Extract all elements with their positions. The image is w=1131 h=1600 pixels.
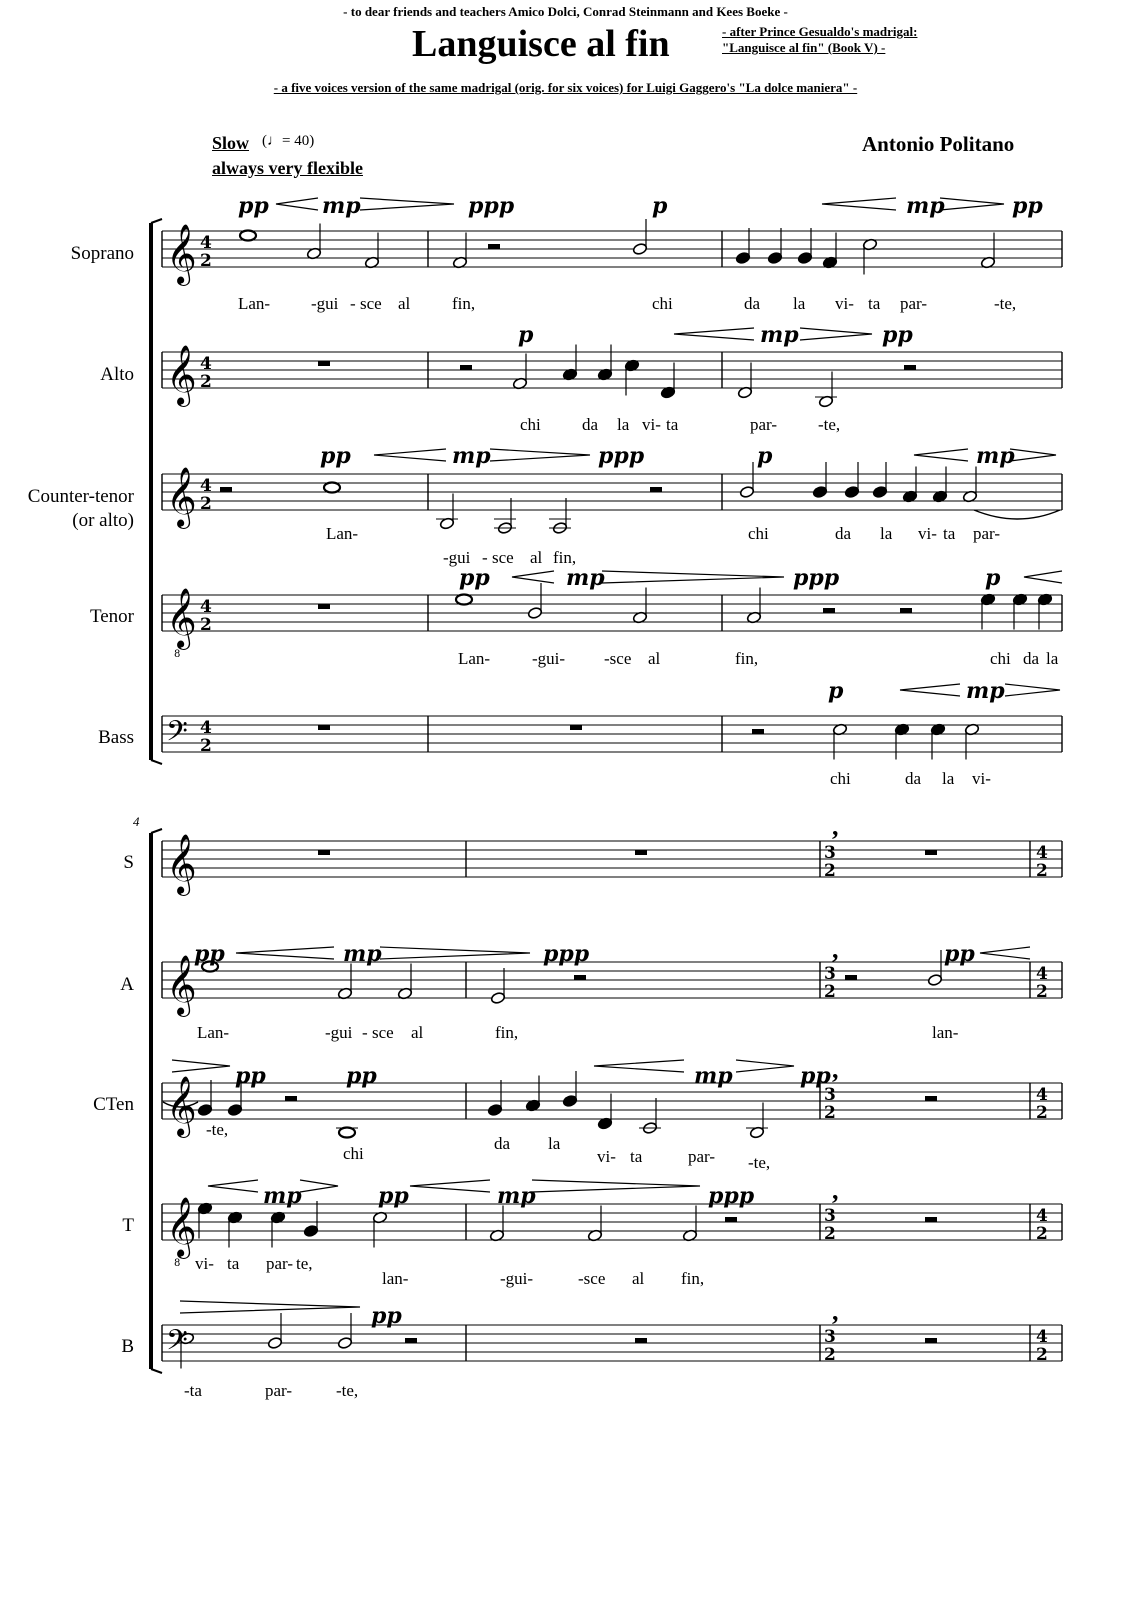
lyric: -gui bbox=[325, 1023, 353, 1042]
half-note bbox=[527, 607, 542, 620]
dyn-a-pp: pp bbox=[882, 322, 913, 348]
dyn-t-mp: mp bbox=[566, 565, 605, 591]
lyric: la bbox=[617, 415, 630, 434]
dyn-s-mp: mp bbox=[322, 193, 361, 219]
time-signature: 4 bbox=[1036, 1085, 1048, 1105]
lyric: lan- bbox=[382, 1269, 409, 1288]
breath-mark: , bbox=[832, 1055, 839, 1084]
time-signature: 2 bbox=[824, 982, 836, 1002]
crescendo-hairpin bbox=[374, 449, 446, 461]
lyric: al bbox=[632, 1269, 645, 1288]
half-note bbox=[490, 992, 505, 1005]
lyric: la bbox=[548, 1134, 561, 1153]
diminuendo-hairpin bbox=[940, 198, 1004, 210]
diminuendo-hairpin bbox=[1005, 684, 1060, 696]
quarter-note bbox=[872, 486, 887, 499]
part-label-alto: Alto bbox=[100, 364, 134, 385]
time-signature: 3 bbox=[824, 964, 836, 984]
rest bbox=[925, 1096, 937, 1101]
time-signature: 2 bbox=[200, 251, 212, 271]
lyric: la bbox=[1046, 649, 1059, 668]
time-signature: 2 bbox=[1036, 861, 1048, 881]
crescendo-hairpin bbox=[208, 1180, 258, 1192]
lyric: Lan- bbox=[238, 294, 271, 313]
whole-note bbox=[339, 1128, 355, 1138]
measure-number: 4 bbox=[133, 814, 140, 829]
whole-note bbox=[324, 483, 340, 493]
breath-mark: , bbox=[832, 1297, 839, 1326]
lyric: fin, bbox=[495, 1023, 519, 1042]
lyric: -te, bbox=[818, 415, 841, 434]
diminuendo-hairpin bbox=[300, 1180, 338, 1192]
diminuendo-hairpin bbox=[736, 1060, 794, 1072]
lyric: sce bbox=[372, 1023, 394, 1042]
time-signature: 3 bbox=[824, 843, 836, 863]
rest bbox=[405, 1338, 417, 1343]
quarter-note bbox=[767, 252, 782, 265]
diminuendo-hairpin bbox=[800, 328, 872, 340]
tempo-marking: Slow bbox=[212, 133, 250, 153]
lyric: -te, bbox=[336, 1381, 359, 1400]
crescendo-hairpin bbox=[914, 449, 968, 461]
breath-mark: , bbox=[832, 1176, 839, 1205]
rest bbox=[318, 850, 330, 855]
half-note bbox=[927, 974, 942, 987]
source-note-line2: "Languisce al fin" (Book V) - bbox=[722, 40, 886, 55]
quarter-note bbox=[303, 1225, 318, 1238]
lyric: -te, bbox=[994, 294, 1017, 313]
whole-note bbox=[456, 595, 472, 605]
crescendo-hairpin bbox=[276, 198, 318, 210]
part-label-a: A bbox=[120, 974, 134, 995]
lyric: par- bbox=[973, 524, 1001, 543]
lyric: chi bbox=[343, 1144, 364, 1163]
quarter-note bbox=[812, 486, 827, 499]
system-bracket bbox=[151, 760, 162, 764]
lyric: al bbox=[398, 294, 411, 313]
octave-mark: 8 bbox=[174, 1258, 181, 1269]
lyric: vi- bbox=[918, 524, 937, 543]
dyn-ct-mp2: mp bbox=[976, 443, 1015, 469]
treble-clef: 𝄞 bbox=[166, 224, 197, 284]
dyn-b-p: p bbox=[828, 678, 844, 704]
crescendo-hairpin bbox=[980, 947, 1030, 959]
whole-note bbox=[240, 231, 256, 241]
time-signature: 4 bbox=[200, 597, 212, 617]
lyric: par- bbox=[750, 415, 778, 434]
time-signature: 4 bbox=[1036, 964, 1048, 984]
lyric: -gui- bbox=[500, 1269, 534, 1288]
diminuendo-hairpin bbox=[532, 1180, 700, 1192]
lyric: fin, bbox=[553, 548, 577, 567]
lyric: chi bbox=[990, 649, 1011, 668]
rest bbox=[925, 850, 937, 855]
part-label-soprano: Soprano bbox=[70, 243, 134, 264]
dyn-ct-ppp: ppp bbox=[598, 443, 645, 469]
crescendo-hairpin bbox=[674, 328, 754, 340]
lyric: -sce bbox=[578, 1269, 606, 1288]
dyn-ct-p: p bbox=[757, 443, 773, 469]
time-signature: 2 bbox=[200, 615, 212, 635]
dyn-s-ppp: ppp bbox=[468, 193, 515, 219]
lyric: chi bbox=[652, 294, 673, 313]
lyric: - bbox=[350, 294, 356, 313]
dyn-s-pp: pp bbox=[238, 193, 269, 219]
treble-clef: 𝄞 bbox=[166, 834, 197, 894]
crescendo-hairpin bbox=[900, 684, 960, 696]
quarter-note bbox=[227, 1104, 242, 1117]
lyric: -te, bbox=[748, 1153, 771, 1172]
half-note bbox=[267, 1337, 282, 1350]
lyric: vi- bbox=[642, 415, 661, 434]
tie bbox=[974, 510, 1060, 519]
part-label-bass: Bass bbox=[98, 727, 134, 748]
lyric: la bbox=[880, 524, 893, 543]
dyn-a-p: p bbox=[518, 322, 534, 348]
crescendo-hairpin bbox=[822, 198, 896, 210]
diminuendo-hairpin bbox=[180, 1301, 360, 1313]
crescendo-hairpin bbox=[512, 571, 554, 583]
lyric: -gui bbox=[311, 294, 339, 313]
breath-mark: , bbox=[832, 935, 839, 964]
lyric: -te, bbox=[206, 1120, 229, 1139]
lyric: vi- bbox=[597, 1147, 616, 1166]
hairpins bbox=[163, 198, 1062, 1313]
diminuendo-hairpin bbox=[602, 571, 784, 583]
crescendo-hairpin bbox=[1024, 571, 1062, 583]
lyric: da bbox=[494, 1134, 511, 1153]
rest bbox=[650, 487, 662, 492]
bass-clef: 𝄢 bbox=[166, 715, 188, 755]
time-signature: 2 bbox=[1036, 1345, 1048, 1365]
treble-clef: 𝄞 bbox=[166, 1197, 197, 1257]
time-signature: 2 bbox=[1036, 982, 1048, 1002]
time-signature: 4 bbox=[1036, 1327, 1048, 1347]
rest bbox=[900, 608, 912, 613]
dyn-ct2-pp3: pp bbox=[800, 1063, 831, 1089]
part-label-t: T bbox=[122, 1215, 134, 1236]
lyric: fin, bbox=[735, 649, 759, 668]
lyric: fin, bbox=[452, 294, 476, 313]
lyric: al bbox=[648, 649, 661, 668]
lyric: te, bbox=[296, 1254, 313, 1273]
quarter-note bbox=[487, 1104, 502, 1117]
dyn-s-mp2: mp bbox=[906, 193, 945, 219]
noteheads bbox=[179, 219, 1052, 1369]
rest bbox=[904, 365, 916, 370]
lyric: par- bbox=[265, 1381, 293, 1400]
time-signature: 4 bbox=[1036, 1206, 1048, 1226]
rest bbox=[752, 729, 764, 734]
time-signature: 4 bbox=[200, 354, 212, 374]
lyric: vi- bbox=[835, 294, 854, 313]
expression-marking: always very flexible bbox=[212, 158, 363, 178]
part-label-tenor: Tenor bbox=[89, 606, 134, 627]
part-label-countertenor-alt: (or alto) bbox=[72, 510, 134, 531]
treble-clef: 𝄞 bbox=[166, 955, 197, 1015]
time-signature: 2 bbox=[824, 1345, 836, 1365]
dedication: - to dear friends and teachers Amico Dolci, Conrad Steinmann and Kees Boeke - bbox=[343, 4, 788, 19]
bass-clef: 𝄢 bbox=[166, 1324, 188, 1364]
diminuendo-hairpin bbox=[172, 1060, 230, 1072]
time-signature: 3 bbox=[824, 1327, 836, 1347]
treble-clef: 𝄞 bbox=[166, 1076, 197, 1136]
metronome-marking: (♩= 40) bbox=[262, 133, 315, 149]
lyric: al bbox=[411, 1023, 424, 1042]
source-note-line1: - after Prince Gesualdo's madrigal: bbox=[722, 24, 918, 39]
rest bbox=[488, 244, 500, 249]
part-label-cten: CTen bbox=[93, 1094, 134, 1115]
lyric: al bbox=[530, 548, 543, 567]
dyn-ct2-pp: pp bbox=[235, 1063, 266, 1089]
dyn-a2-pp: pp bbox=[194, 941, 225, 967]
diminuendo-hairpin bbox=[360, 198, 454, 210]
time-signature: 4 bbox=[200, 233, 212, 253]
dyn-t-pp: pp bbox=[459, 565, 490, 591]
system-bracket bbox=[151, 219, 162, 223]
lyric: vi- bbox=[972, 769, 991, 788]
lyric: ta bbox=[943, 524, 956, 543]
time-signature: 2 bbox=[200, 736, 212, 756]
lyric: Lan- bbox=[326, 524, 359, 543]
rest bbox=[318, 361, 330, 366]
rest bbox=[574, 975, 586, 980]
lyric: sce bbox=[492, 548, 514, 567]
page-title: Languisce al fin bbox=[412, 23, 670, 65]
dyn-ct2-mp: mp bbox=[694, 1063, 733, 1089]
time-signature: 3 bbox=[824, 1206, 836, 1226]
lyric: ta bbox=[666, 415, 679, 434]
dyn-ct-mp: mp bbox=[452, 443, 491, 469]
lyric: Lan- bbox=[458, 649, 491, 668]
breath-mark: , bbox=[832, 812, 839, 841]
quarter-note bbox=[735, 252, 750, 265]
dyn-t-ppp: ppp bbox=[793, 565, 840, 591]
clefs bbox=[166, 224, 197, 1364]
time-signature: 4 bbox=[200, 476, 212, 496]
rest bbox=[570, 725, 582, 730]
quarter-note bbox=[562, 1095, 577, 1108]
half-note bbox=[632, 243, 647, 256]
diminuendo-hairpin bbox=[1010, 449, 1056, 461]
lyric: vi- bbox=[195, 1254, 214, 1273]
lyric: -gui- bbox=[532, 649, 566, 668]
dyn-b2-pp: pp bbox=[371, 1303, 402, 1329]
dyn-b-mp: mp bbox=[966, 678, 1005, 704]
treble-clef: 𝄞 bbox=[166, 345, 197, 405]
lyric: fin, bbox=[681, 1269, 705, 1288]
dyn-t2-ppp: ppp bbox=[708, 1183, 755, 1209]
time-signature: 2 bbox=[200, 372, 212, 392]
quarter-note bbox=[197, 1104, 212, 1117]
lyric: - bbox=[482, 548, 488, 567]
half-note bbox=[337, 1337, 352, 1350]
crescendo-hairpin bbox=[236, 947, 334, 959]
lyric: da bbox=[1023, 649, 1040, 668]
rest bbox=[845, 975, 857, 980]
rest bbox=[635, 850, 647, 855]
rest bbox=[318, 725, 330, 730]
lyric: ta bbox=[227, 1254, 240, 1273]
dyn-s-pp2: pp bbox=[1012, 193, 1043, 219]
half-note bbox=[739, 486, 754, 499]
lyric: la bbox=[793, 294, 806, 313]
time-signature: 4 bbox=[1036, 843, 1048, 863]
lyric: par- bbox=[900, 294, 928, 313]
time-signature: 2 bbox=[824, 1103, 836, 1123]
lyric: -gui bbox=[443, 548, 471, 567]
dyn-a-mp: mp bbox=[760, 322, 799, 348]
lyric: da bbox=[582, 415, 599, 434]
crescendo-hairpin bbox=[594, 1060, 684, 1072]
rest bbox=[220, 487, 232, 492]
dyn-t-p: p bbox=[985, 565, 1001, 591]
lyric: chi bbox=[830, 769, 851, 788]
lyric: ta bbox=[868, 294, 881, 313]
dyn-ct-pp: pp bbox=[320, 443, 351, 469]
lyric: da bbox=[744, 294, 761, 313]
composer-name: Antonio Politano bbox=[862, 132, 1015, 156]
treble-clef: 𝄞 bbox=[166, 588, 197, 648]
dyn-s-p: p bbox=[652, 193, 668, 219]
lyric: da bbox=[905, 769, 922, 788]
lyric: chi bbox=[748, 524, 769, 543]
rest bbox=[635, 1338, 647, 1343]
dyn-a2-ppp: ppp bbox=[543, 941, 590, 967]
system-bracket bbox=[151, 1369, 162, 1373]
dyn-t2-mp2: mp bbox=[497, 1183, 536, 1209]
rest bbox=[285, 1096, 297, 1101]
lyric: lan- bbox=[932, 1023, 959, 1042]
rest bbox=[925, 1217, 937, 1222]
lyric: -sce bbox=[604, 649, 632, 668]
time-signature: 2 bbox=[824, 1224, 836, 1244]
crescendo-hairpin bbox=[410, 1180, 490, 1192]
rest bbox=[925, 1338, 937, 1343]
rest bbox=[318, 604, 330, 609]
quarter-note bbox=[797, 252, 812, 265]
time-signature: 3 bbox=[824, 1085, 836, 1105]
part-label-b: B bbox=[121, 1336, 134, 1357]
rest bbox=[725, 1217, 737, 1222]
system-bracket bbox=[151, 829, 162, 833]
treble-clef: 𝄞 bbox=[166, 467, 197, 527]
version-note: - a five voices version of the same madrigal (orig. for six voices) for Luigi Gaggero's "La dolce maniera" - bbox=[273, 80, 858, 95]
time-signature: 2 bbox=[1036, 1103, 1048, 1123]
diminuendo-hairpin bbox=[380, 947, 530, 959]
dyn-t2-mp: mp bbox=[263, 1183, 302, 1209]
time-signatures bbox=[200, 233, 1048, 1365]
quarter-note bbox=[844, 486, 859, 499]
lyric: - bbox=[362, 1023, 368, 1042]
lyric: chi bbox=[520, 415, 541, 434]
time-signature: 4 bbox=[200, 718, 212, 738]
dyn-a2-pp2: pp bbox=[944, 941, 975, 967]
part-label-countertenor: Counter-tenor bbox=[27, 486, 134, 507]
lyric: par- bbox=[266, 1254, 294, 1273]
lyric: da bbox=[835, 524, 852, 543]
rest bbox=[460, 365, 472, 370]
lyric: la bbox=[942, 769, 955, 788]
diminuendo-hairpin bbox=[490, 449, 590, 461]
lyric: -ta bbox=[184, 1381, 202, 1400]
lyric: ta bbox=[630, 1147, 643, 1166]
part-label-s: S bbox=[123, 852, 134, 873]
time-signature: 2 bbox=[200, 494, 212, 514]
octave-mark: 8 bbox=[174, 649, 181, 660]
time-signature: 2 bbox=[1036, 1224, 1048, 1244]
dyn-t2-pp: pp bbox=[378, 1183, 409, 1209]
lyric: sce bbox=[360, 294, 382, 313]
rest bbox=[823, 608, 835, 613]
dyn-ct2-pp2: pp bbox=[346, 1063, 377, 1089]
lyric: Lan- bbox=[197, 1023, 230, 1042]
lyric: par- bbox=[688, 1147, 716, 1166]
time-signature: 2 bbox=[824, 861, 836, 881]
dyn-a2-mp: mp bbox=[343, 941, 382, 967]
